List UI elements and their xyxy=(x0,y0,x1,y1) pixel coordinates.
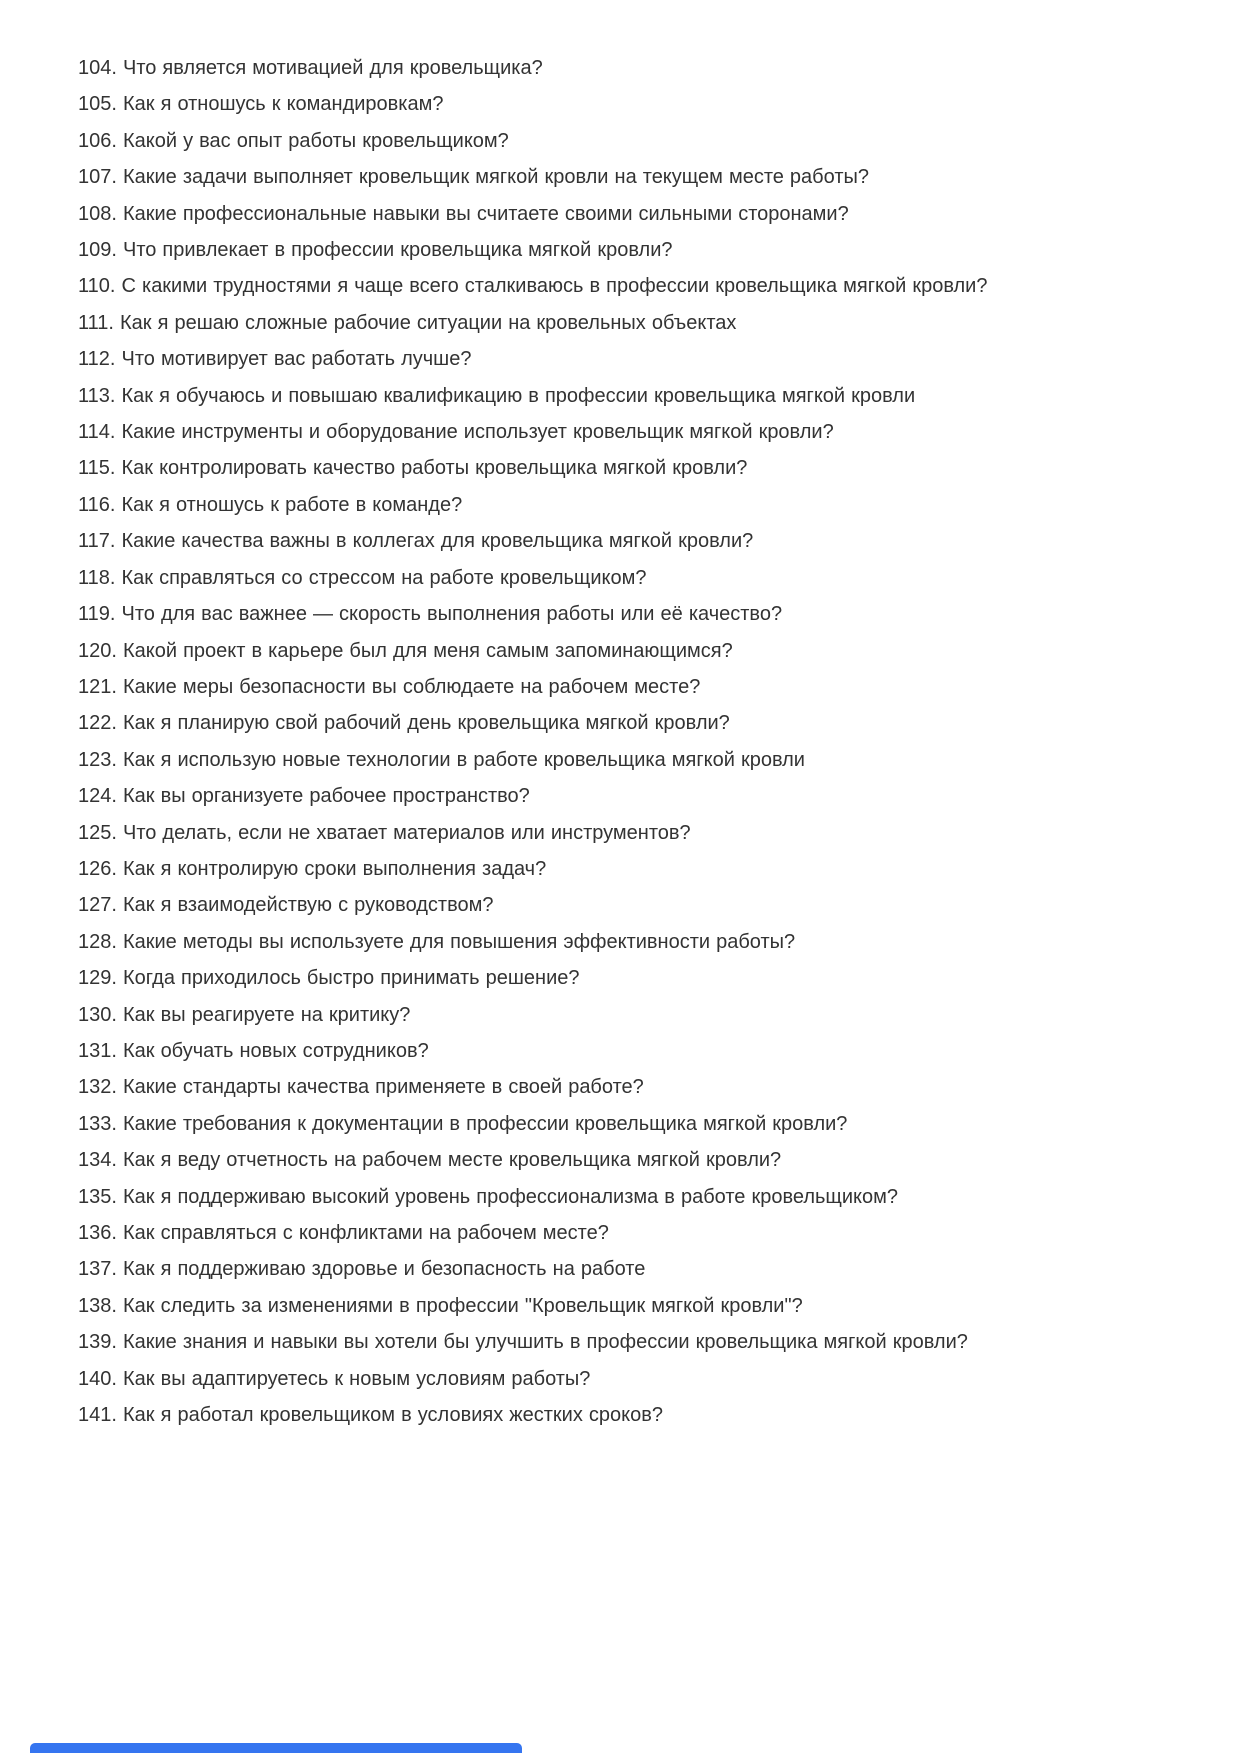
list-item: 124. Как вы организуете рабочее пространство? xyxy=(78,785,530,808)
list-item: 127. Как я взаимодействую с руководством? xyxy=(78,894,494,917)
list-item: 131. Как обучать новых сотрудников? xyxy=(78,1039,429,1062)
list-item: 133. Какие требования к документации в профессии кровельщика мягкой кровли? xyxy=(78,1112,848,1135)
list-item: 110. С какими трудностями я чаще всего сталкиваюсь в профессии кровельщика мягкой кровли? xyxy=(78,275,988,298)
list-item: 136. Как справляться с конфликтами на рабочем месте? xyxy=(78,1222,609,1244)
list-item: 104. Что является мотивацией для кровельщика? xyxy=(78,57,543,79)
list-item: 135. Как я поддерживаю высокий уровень профессионализма в работе кровельщиком? xyxy=(78,1185,899,1208)
list-item: 106. Какой у вас опыт работы кровельщиком? xyxy=(78,129,509,152)
list-item: 129. Когда приходилось быстро принимать решение? xyxy=(78,967,580,990)
list-item: 108. Какие профессиональные навыки вы считаете своими сильными сторонами? xyxy=(78,202,849,225)
list-item: 111. Как я решаю сложные рабочие ситуации на кровельных объектах xyxy=(78,311,737,334)
list-item: 113. Как я обучаюсь и повышаю квалификацию в профессии кровельщика мягкой кровли xyxy=(78,384,916,407)
list-item: 141. Как я работал кровельщиком в условиях жестких сроков? xyxy=(78,1404,663,1427)
list-item: 116. Как я отношусь к работе в команде? xyxy=(78,493,463,516)
list-item: 130. Как вы реагируете на критику? xyxy=(78,1003,411,1026)
list-item: 128. Какие методы вы используете для повышения эффективности работы? xyxy=(78,930,796,953)
list-item: 118. Как справляться со стрессом на работе кровельщиком? xyxy=(78,566,647,589)
list-item: 120. Какой проект в карьере был для меня самым запоминающимся? xyxy=(78,639,733,662)
list-item: 109. Что привлекает в профессии кровельщика мягкой кровли? xyxy=(78,239,673,262)
list-item: 119. Что для вас важнее — скорость выполнения работы или её качество? xyxy=(78,603,783,626)
list-item: 125. Что делать, если не хватает материалов или инструментов? xyxy=(78,821,691,844)
list-item: 114. Какие инструменты и оборудование использует кровельщик мягкой кровли? xyxy=(78,421,834,444)
list-item: 132. Какие стандарты качества применяете в своей работе? xyxy=(78,1076,644,1099)
list-item: 138. Как следить за изменениями в профессии "Кровельщик мягкой кровли"? xyxy=(78,1294,803,1317)
list-item: 134. Как я веду отчетность на рабочем месте кровельщика мягкой кровли? xyxy=(78,1149,782,1172)
list-item: 140. Как вы адаптируетесь к новым условиям работы? xyxy=(78,1367,591,1390)
list-item: 105. Как я отношусь к командировкам? xyxy=(78,93,444,116)
list-item: 122. Как я планирую свой рабочий день кровельщика мягкой кровли? xyxy=(78,712,730,735)
list-item: 115. Как контролировать качество работы кровельщика мягкой кровли? xyxy=(78,457,748,480)
list-item: 139. Какие знания и навыки вы хотели бы улучшить в профессии кровельщика мягкой кровли? xyxy=(78,1331,968,1354)
list-item: 123. Как я использую новые технологии в работе кровельщика мягкой кровли xyxy=(78,748,805,771)
list-item: 117. Какие качества важны в коллегах для кровельщика мягкой кровли? xyxy=(78,530,754,553)
list-item: 137. Как я поддерживаю здоровье и безопасность на работе xyxy=(78,1258,646,1281)
list-item: 126. Как я контролирую сроки выполнения задач? xyxy=(78,857,547,880)
list-item: 107. Какие задачи выполняет кровельщик мягкой кровли на текущем месте работы? xyxy=(78,166,869,189)
horizontal-scrollbar-thumb[interactable] xyxy=(30,1743,522,1753)
list-item: 112. Что мотивирует вас работать лучше? xyxy=(78,348,472,371)
list-item: 121. Какие меры безопасности вы соблюдаете на рабочем месте? xyxy=(78,675,701,698)
